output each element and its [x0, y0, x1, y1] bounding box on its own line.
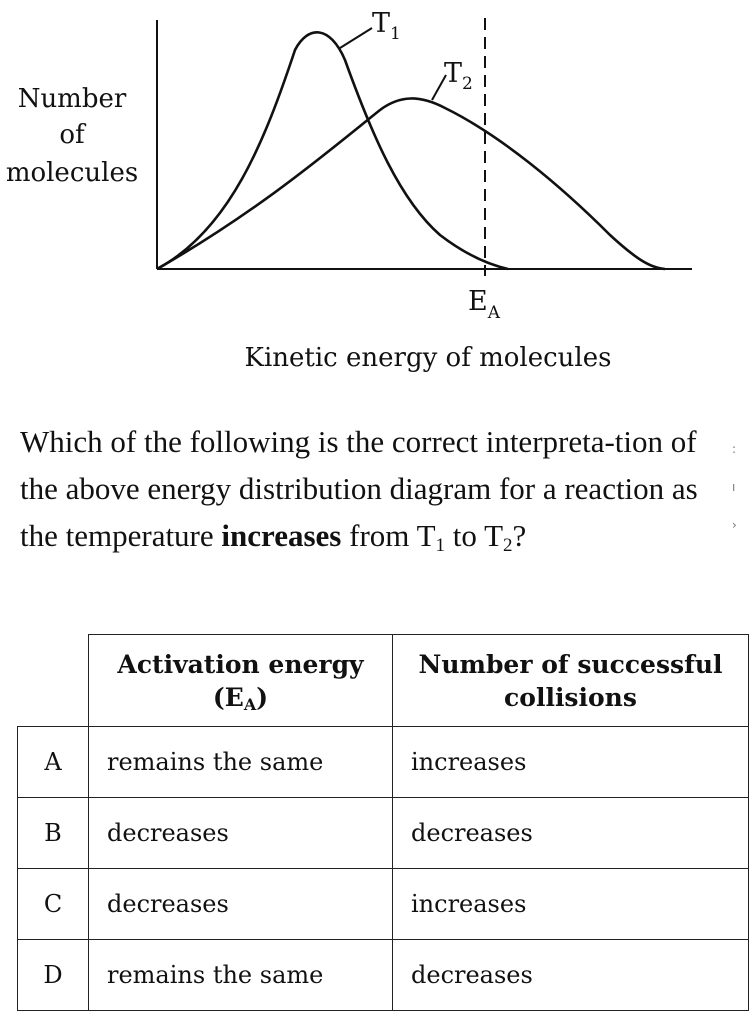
option-activation-energy: decreases [89, 869, 393, 940]
table-row[interactable] [18, 798, 749, 869]
option-collisions: decreases [393, 798, 749, 869]
ea-label: $E_A$ [468, 286, 500, 323]
t1-label: $T_1$ [372, 8, 401, 44]
question-part1: Which of the following is the correct interpreta-tion of the above energy distribution diagram for a reaction as the temperature [20, 424, 698, 553]
y-axis-label-line2: of [59, 120, 85, 150]
header-activation-energy: Activation energy $(E_A)$ [89, 635, 393, 727]
y-axis-label-line3: molecules [5, 158, 139, 188]
table-row[interactable] [18, 869, 749, 940]
option-collisions: increases [393, 727, 749, 798]
table-row[interactable] [18, 727, 749, 798]
option-activation-energy: decreases [89, 798, 393, 869]
question-part2: from T [341, 518, 436, 553]
question-part4: ? [512, 518, 527, 553]
option-collisions: increases [393, 869, 749, 940]
option-letter: D [18, 940, 89, 1011]
t2-curve [157, 98, 665, 269]
option-activation-energy: remains the same [89, 940, 393, 1011]
option-collisions: decreases [393, 940, 749, 1011]
energy-distribution-graph [0, 0, 754, 380]
y-axis-label-line1: Number [17, 84, 127, 114]
option-letter: B [18, 798, 89, 869]
question-sub2: 2 [503, 535, 513, 556]
option-letter: A [18, 727, 89, 798]
answer-table [17, 634, 749, 1011]
question-part3: to T [445, 518, 504, 553]
table-header-row [18, 635, 749, 727]
question-emphasis: increases [221, 518, 342, 553]
header-successful-collisions: Number of successful collisions [393, 635, 749, 727]
margin-scan-marks: : ı › [732, 442, 737, 532]
header-blank-cell [18, 635, 89, 727]
x-axis-label: Kinetic energy of molecules [244, 343, 612, 373]
option-activation-energy: remains the same [89, 727, 393, 798]
option-letter: C [18, 869, 89, 940]
t2-label: $T_2$ [444, 58, 473, 94]
question-text [20, 418, 720, 559]
table-row[interactable] [18, 940, 749, 1011]
t1-leader [340, 28, 372, 48]
question-sub1: 1 [435, 535, 446, 556]
